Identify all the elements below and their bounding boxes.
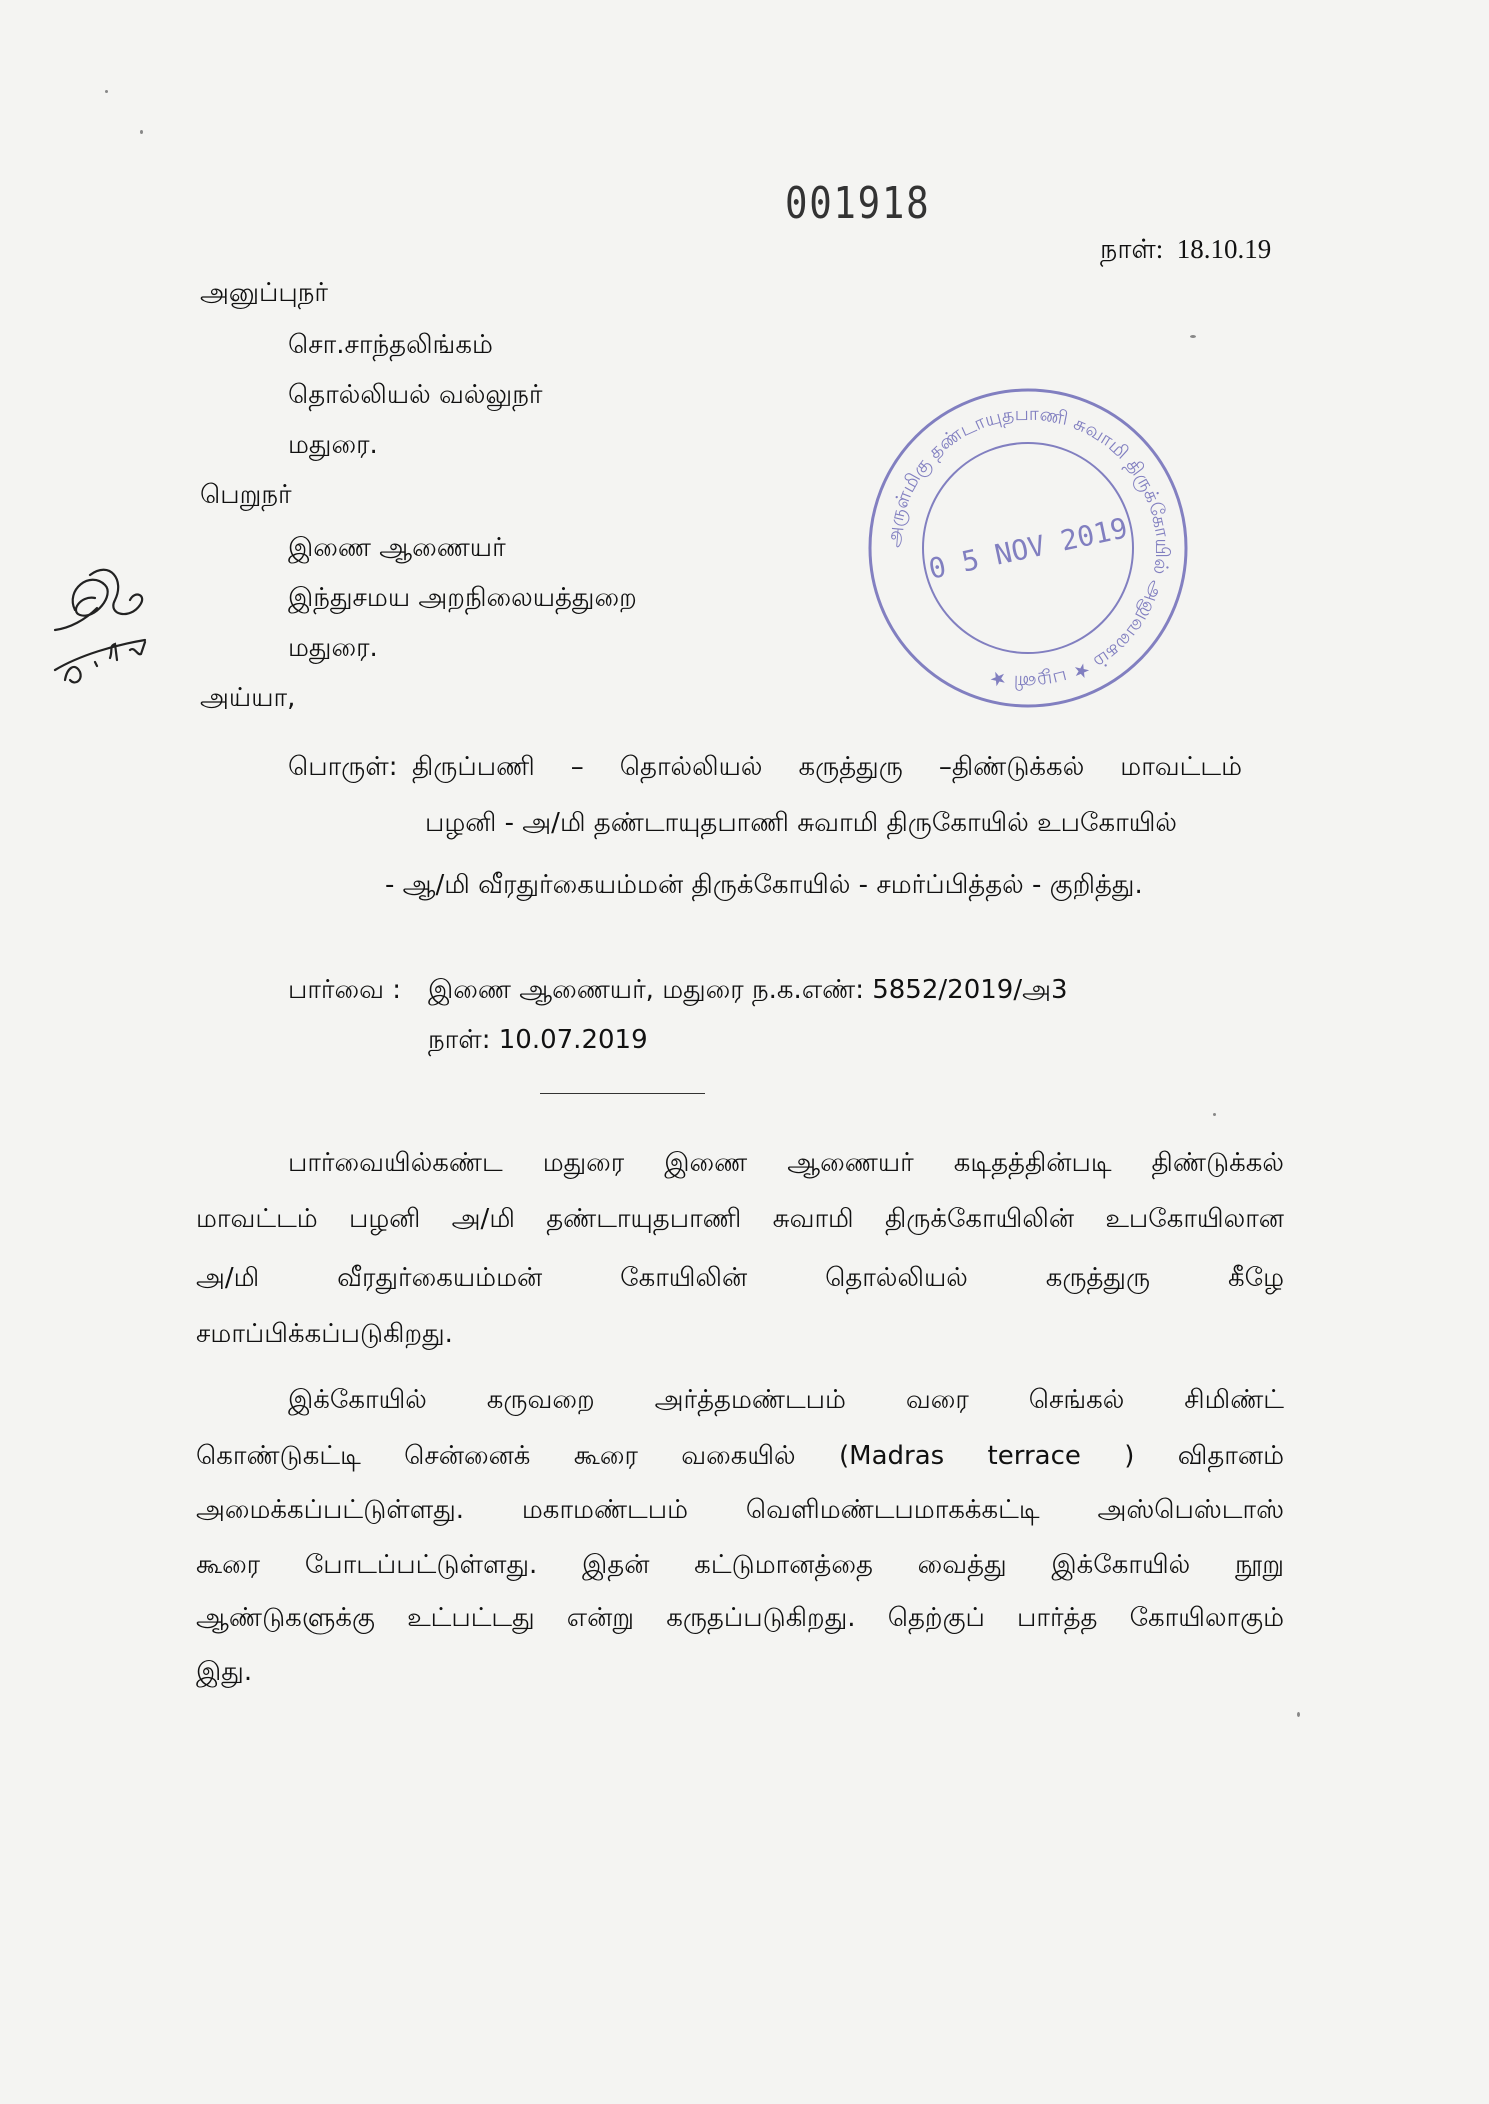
reference-text: இணை ஆணையர், மதுரை ந.க.எண்: 5852/2019/அ3: [428, 975, 1068, 1005]
salutation: அய்யா,: [200, 683, 296, 713]
paragraph-2-line-5: ஆண்டுகளுக்கு உட்பட்டது என்று கருதப்படுகிறது. தெற்குப் பார்த்த கோயிலாகும்: [196, 1603, 1284, 1633]
paragraph-2-line-6: இது.: [196, 1657, 253, 1687]
subject-label: பொருள்:: [288, 752, 398, 782]
recipient-place: மதுரை.: [288, 633, 378, 663]
paragraph-1-line-4: சமாப்பிக்கப்படுகிறது.: [196, 1319, 453, 1349]
subject-line-2: பழனி - அ/மி தண்டாயுதபாணி சுவாமி திருகோயில் உபகோயில்: [425, 808, 1177, 838]
reference-underline: [540, 1093, 705, 1094]
paragraph-2-line-3: அமைக்கப்பட்டுள்ளது. மகாமண்டபம் வெளிமண்டபமாகக்கட்டி அஸ்பெஸ்டாஸ்: [196, 1495, 1284, 1525]
scan-speck: [105, 90, 108, 93]
paragraph-1-line-3: அ/மி வீரதுர்கையம்மன் கோயிலின் தொல்லியல் கருத்துரு கீழே: [196, 1263, 1284, 1293]
recipient-department: இந்துசமய அறநிலையத்துறை: [288, 583, 637, 613]
paragraph-1-line-2: மாவட்டம் பழனி அ/மி தண்டாயுதபாணி சுவாமி திருக்கோயிலின் உபகோயிலான: [196, 1204, 1284, 1234]
paragraph-2-line-2: கொண்டுகட்டி சென்னைக் கூரை வகையில் (Madras terrace ) விதானம்: [196, 1441, 1284, 1471]
sender-designation: தொல்லியல் வல்லுநர்: [288, 380, 543, 410]
paragraph-2-line-4: கூரை போடப்பட்டுள்ளது. இதன் கட்டுமானத்தை வைத்து இக்கோயில் நூறு: [196, 1550, 1284, 1580]
reference-label: பார்வை :: [288, 975, 402, 1005]
sender-place: மதுரை.: [288, 430, 378, 460]
recipient-name: இணை ஆணையர்: [288, 533, 506, 563]
subject-line-3: - ஆ/மி வீரதுர்கையம்மன் திருக்கோயில் - சமர்ப்பித்தல் - குறித்து.: [385, 870, 1143, 900]
date-label: நாள்:: [1100, 234, 1164, 264]
paragraph-1-line-1: பார்வையில்கண்ட மதுரை இணை ஆணையர் கடிதத்தின்படி திண்டுக்கல்: [288, 1148, 1284, 1178]
subject-line-1: திருப்பணி – தொல்லியல் கருத்துரு –திண்டுக்கல் மாவட்டம்: [412, 752, 1242, 782]
letter-date: [1100, 233, 1271, 265]
date-value: 18.10.19: [1176, 234, 1272, 264]
scan-speck: [1190, 335, 1196, 338]
serial-number: 001918: [785, 178, 931, 229]
reference-date: நாள்: 10.07.2019: [428, 1025, 648, 1055]
sender-heading: அனுப்புநர்: [200, 278, 329, 308]
seal-date: 0 5 NOV 2019: [925, 511, 1131, 586]
sender-name: சொ.சாந்தலிங்கம்: [288, 330, 493, 360]
scan-speck: [140, 130, 143, 134]
paragraph-2-line-1: இக்கோயில் கருவறை அர்த்தமண்டபம் வரை செங்கல் சிமிண்ட்: [288, 1385, 1284, 1415]
office-seal-stamp: [858, 378, 1198, 718]
scan-speck: [1297, 1712, 1300, 1717]
scan-speck: [1213, 1113, 1216, 1116]
recipient-heading: பெறுநர்: [200, 480, 292, 510]
seal-ring-textpath: அருள்மிகு தண்டாயுதபாணி சுவாமி திருக்கோயில் அலுவலகம் ★ பழனி ★: [882, 402, 1174, 694]
handwritten-initials: [35, 550, 225, 700]
